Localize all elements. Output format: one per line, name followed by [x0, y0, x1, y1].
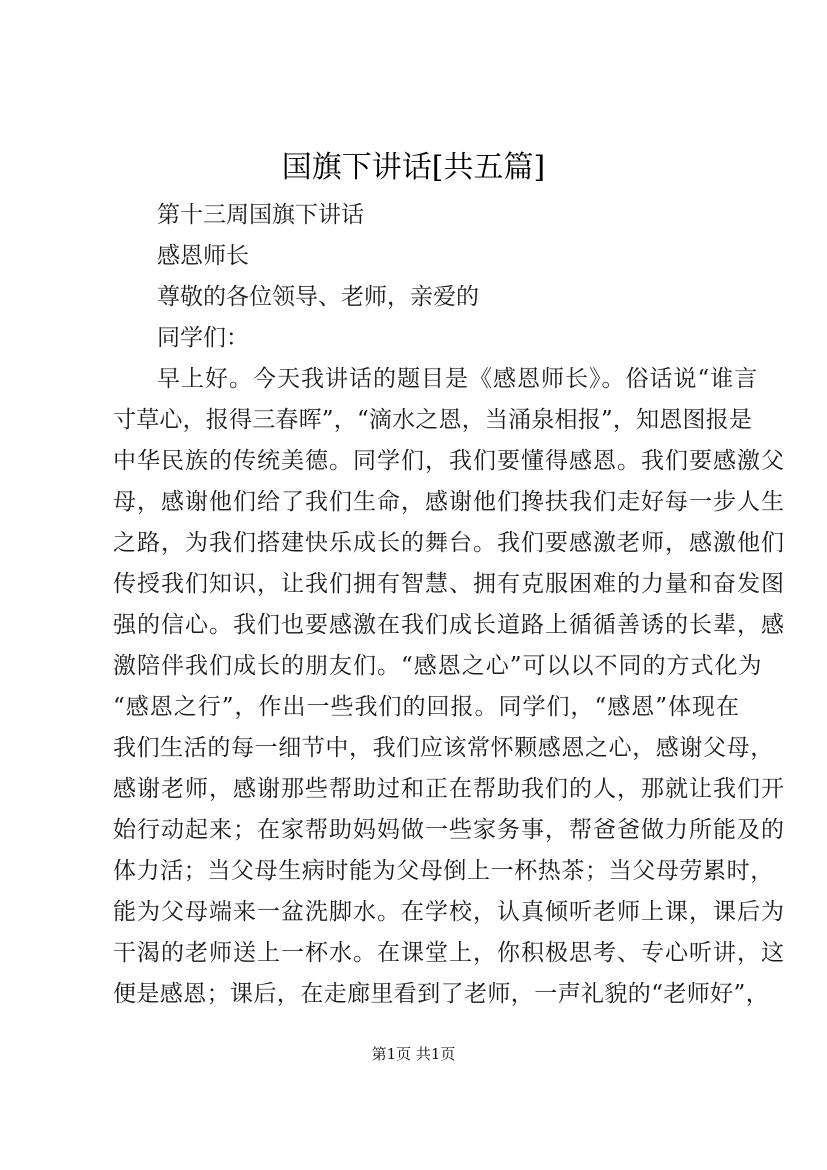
- body-line: 始行动起来；在家帮助妈妈做一些家务事，帮爸爸做力所能及的: [113, 817, 785, 843]
- body-line: 能为父母端来一盆洗脚水。在学校，认真倾听老师上课，课后为: [113, 899, 785, 925]
- body-line: 强的信心。我们也要感激在我们成长道路上循循善诱的长辈，感: [113, 612, 785, 638]
- body-line: 之路，为我们搭建快乐成长的舞台。我们要感激老师，感激他们: [113, 530, 785, 556]
- body-line: 体力活；当父母生病时能为父母倒上一杯热茶；当父母劳累时，: [113, 858, 774, 884]
- body-line: 感谢老师，感谢那些帮助过和正在帮助我们的人，那就让我们开: [113, 776, 785, 802]
- body-line: 我们生活的每一细节中，我们应该常怀颗感恩之心，感谢父母，: [113, 735, 774, 761]
- intro-line: 感恩师长: [157, 243, 249, 269]
- body-line: 激陪伴我们成长的朋友们。“感恩之心”可以以不同的方式化为: [113, 653, 763, 679]
- intro-line: 尊敬的各位领导、老师，亲爱的: [157, 284, 479, 310]
- page-footer: 第1页 共1页: [371, 1045, 456, 1063]
- intro-line: 第十三周国旗下讲话: [157, 202, 364, 228]
- body-line: 干渴的老师送上一杯水。在课堂上，你积极思考、专心听讲，这: [113, 940, 785, 966]
- body-line: 便是感恩；课后，在走廊里看到了老师，一声礼貌的“老师好”，: [113, 981, 770, 1007]
- body-line: 传授我们知识，让我们拥有智慧、拥有克服困难的力量和奋发图: [113, 571, 785, 597]
- body-line: “感恩之行”，作出一些我们的回报。同学们，“感恩”体现在: [113, 694, 741, 720]
- body-line: 寸草心，报得三春晖”，“滴水之恩，当涌泉相报”，知恩图报是: [113, 407, 753, 433]
- body-line: 母，感谢他们给了我们生命，感谢他们搀扶我们走好每一步人生: [113, 489, 785, 515]
- body-line: 中华民族的传统美德。同学们，我们要懂得感恩。我们要感激父: [113, 448, 785, 474]
- document-title: 国旗下讲话[共五篇]: [281, 150, 546, 185]
- body-line: 早上好。今天我讲话的题目是《感恩师长》。俗话说“谁言: [157, 366, 759, 392]
- intro-line: 同学们：: [157, 325, 249, 351]
